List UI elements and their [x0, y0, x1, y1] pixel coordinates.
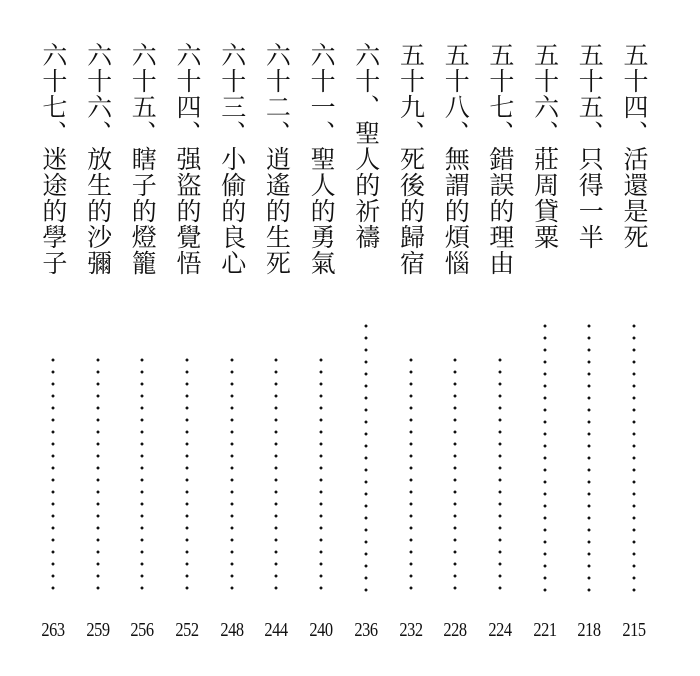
dot-leader: [409, 354, 413, 592]
toc-entry-title: 五十八、無謂的煩惱: [441, 42, 471, 276]
dot-leader: [364, 320, 368, 592]
toc-entry-title: 六十五、瞎子的燈籠: [128, 42, 158, 276]
toc-entry: [259, 42, 293, 602]
dot-leader: [140, 354, 144, 592]
toc-entry-title: 五十六、莊周貸粟: [530, 42, 560, 250]
dot-leader: [632, 320, 636, 592]
toc-page-number: 215: [622, 619, 646, 641]
toc-entry-title: 六十四、强盜的覺悟: [173, 42, 202, 276]
toc-entry: [394, 42, 428, 602]
toc-entry-title: 六十二、逍遙的生死: [262, 42, 292, 276]
toc-page-number: 259: [85, 619, 110, 641]
dot-leader: [453, 354, 457, 592]
toc-entry-title: 六十、聖人的祈禱: [351, 42, 381, 250]
toc-page-number: 244: [264, 619, 289, 641]
toc-entry: [81, 42, 115, 602]
toc-entry: [215, 42, 249, 602]
toc-page-number: 256: [130, 619, 154, 641]
toc-entry-title: 五十七、錯誤的理由: [485, 42, 515, 276]
toc-entry: [572, 42, 606, 602]
toc-page-number: 263: [41, 619, 65, 641]
toc-entry: [617, 42, 651, 602]
toc-page-number: 236: [354, 619, 378, 641]
dot-leader: [274, 354, 278, 592]
dot-leader: [319, 354, 323, 592]
dot-leader: [543, 320, 547, 592]
toc-entry: [304, 42, 338, 602]
toc-entry-title: 六十六、放生的沙彌: [83, 42, 113, 276]
toc-entry: [125, 42, 159, 602]
toc-page-number: 240: [309, 619, 333, 641]
toc-entry-title: 六十七、迷途的學子: [38, 42, 68, 276]
toc-entry: [170, 42, 204, 602]
toc-page-number: 224: [488, 619, 512, 641]
toc-entry-title: 五十四、活還是死: [620, 42, 649, 250]
toc-page-number: 248: [220, 619, 244, 641]
toc-page-number: 228: [443, 619, 467, 641]
dot-leader: [185, 354, 189, 592]
toc-page-number: 232: [398, 619, 423, 641]
toc-entry-title: 六十三、小偷的良心: [217, 42, 247, 276]
toc-entry-title: 五十五、只得一半: [575, 42, 605, 250]
toc-entry: [36, 42, 70, 602]
toc-entry: [349, 42, 383, 602]
toc-page-number: 218: [577, 619, 601, 641]
toc-entry-title: 六十一、聖人的勇氣: [307, 42, 337, 276]
dot-leader: [230, 354, 234, 592]
dot-leader: [51, 354, 55, 592]
dot-leader: [96, 354, 100, 592]
dot-leader: [498, 354, 502, 592]
toc-entry-title: 五十九、死後的歸宿: [396, 42, 426, 276]
toc-entry: [438, 42, 472, 602]
toc-page-number: 221: [532, 619, 557, 641]
dot-leader: [587, 320, 591, 592]
toc-entry: [483, 42, 517, 602]
toc-entry: [528, 42, 562, 602]
toc-page-number: 252: [175, 619, 199, 641]
